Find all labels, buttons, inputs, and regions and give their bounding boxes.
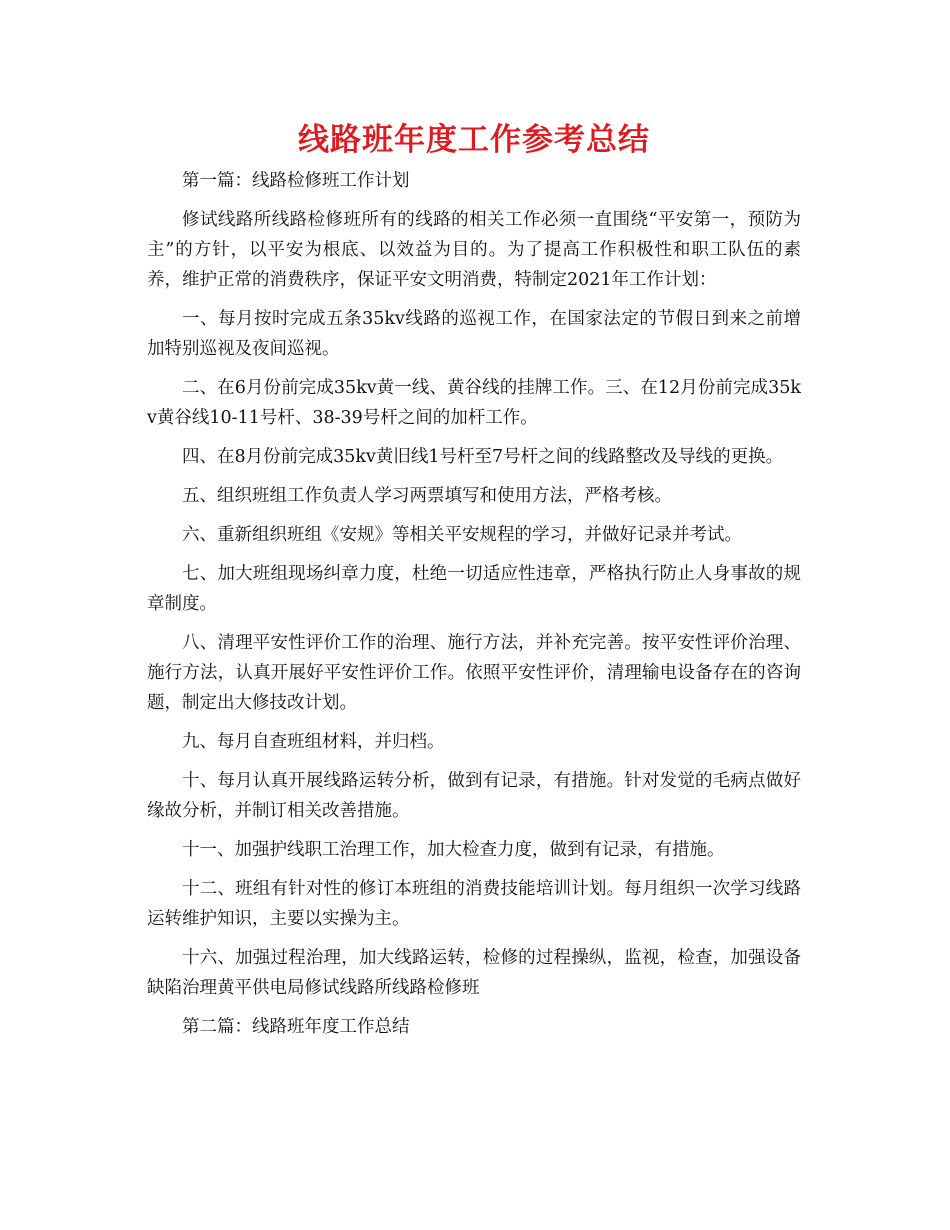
plan-item-6: 六、重新组织班组《安规》等相关平安规程的学习，并做好记录并考试。 [182, 525, 742, 545]
plan-item-11: 十一、加强护线职工治理工作，加大检查力度，做到有记录，有措施。 [182, 840, 725, 860]
plan-item-7: 七、加大班组现场纠章力度，杜绝一切适应性违章，严格执行防止人身事故的规章制度。 [147, 564, 801, 614]
plan-item-5: 五、组织班组工作负责人学习两票填写和使用方法，严格考核。 [182, 486, 672, 506]
plan-item-9: 九、每月自查班组材料，并归档。 [182, 732, 445, 752]
plan-item-12: 十二、班组有针对性的修订本班组的消费技能培训计划。每月组织一次学习线路运转维护知识，主要以实操为主。 [147, 879, 801, 929]
plan-item-2-3: 二、在6月份前完成35kv黄一线、黄谷线的挂牌工作。三、在12月份前完成35kv黄谷线10-11号杆、38-39号杆之间的加杆工作。 [147, 378, 801, 428]
document-page [147, 118, 801, 1051]
section-heading-2: 第二篇：线路班年度工作总结 [182, 1017, 410, 1037]
document-title: 线路班年度工作参考总结 [298, 122, 650, 158]
plan-item-8: 八、清理平安性评价工作的治理、施行方法，并补充完善。按平安性评价治理、施行方法，认真开展好平安性评价工作。依照平安性评价，清理输电设备存在的咨询题，制定出大修技改计划。 [147, 633, 801, 713]
section-heading-1: 第一篇：线路检修班工作计划 [182, 171, 410, 191]
plan-item-4: 四、在8月份前完成35kv黄旧线1号杆至7号杆之间的线路整改及导线的更换。 [182, 447, 784, 467]
plan-item-16: 十六、加强过程治理，加大线路运转，检修的过程操纵，监视，检查，加强设备缺陷治理黄平供电局修试线路所线路检修班 [147, 948, 801, 998]
plan-item-10: 十、每月认真开展线路运转分析，做到有记录，有措施。针对发觉的毛病点做好缘故分析，并制订相关改善措施。 [147, 771, 801, 821]
intro-paragraph: 修试线路所线路检修班所有的线路的相关工作必须一直围绕“平安第一，预防为主”的方针，以平安为根底、以效益为目的。为了提高工作积极性和职工队伍的素养，维护正常的消费秩序，保证平安文明消费，特制定2021年工作计划： [147, 210, 801, 290]
plan-item-1: 一、每月按时完成五条35kv线路的巡视工作，在国家法定的节假日到来之前增加特别巡视及夜间巡视。 [147, 309, 801, 359]
